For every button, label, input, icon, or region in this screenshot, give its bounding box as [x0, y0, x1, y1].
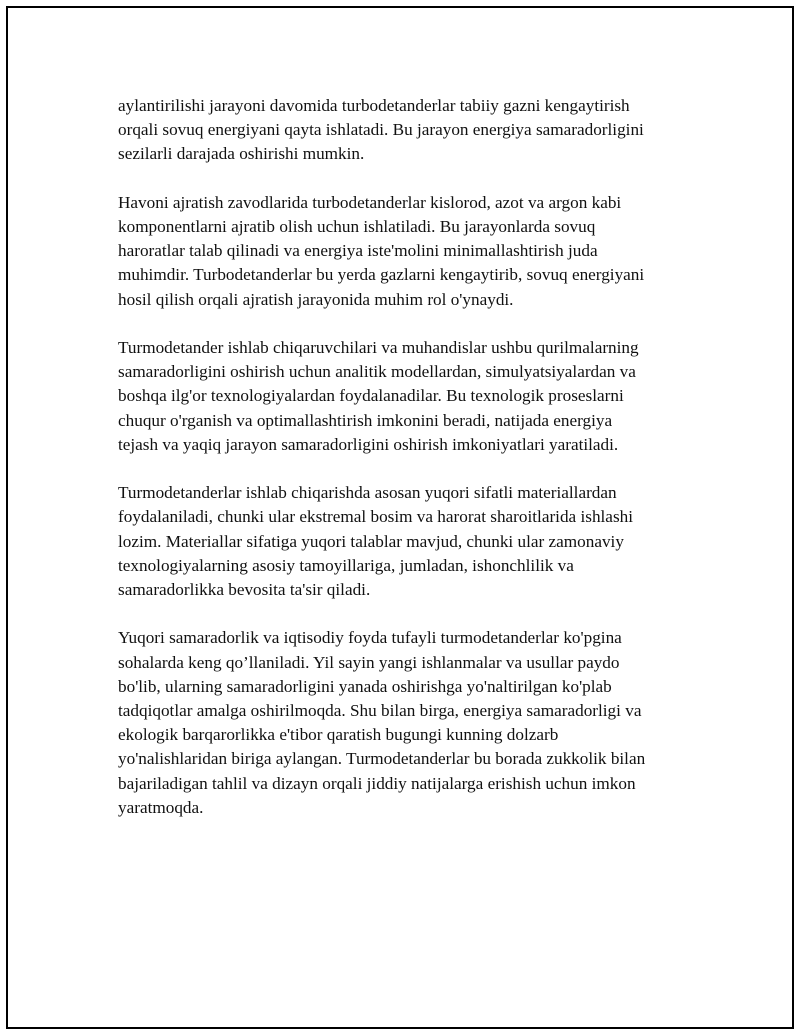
document-body	[118, 94, 698, 844]
paragraph-4: Turmodetanderlar ishlab chiqarishda asosan yuqori sifatli materiallardan foydalaniladi, chunki ular ekstremal bosim va harorat sharoitlarida ishlashi lozim. Materiallar sifatiga yuqori talablar mavjud, chunki ular zamonaviy texnologiyalarning asosiy tamoyillariga, jumladan, ishonchlilik va samaradorlikka bevosita ta'sir qiladi.	[118, 483, 633, 600]
paragraph-5: Yuqori samaradorlik va iqtisodiy foyda tufayli turmodetanderlar ko'pgina sohalarda keng qo’llaniladi. Yil sayin yangi ishlanmalar va usullar paydo bo'lib, ularning samaradorligini yanada oshirishga yo'naltirilgan ko'plab tadqiqotlar amalga oshirilmoqda. Shu bilan birga, energiya samaradorligi va ekologik barqarorlikka e'tibor qaratish bugungi kunning dolzarb yo'nalishlaridan biriga aylangan. Turmodetanderlar bu borada zukkolik bilan bajariladigan tahlil va dizayn orqali jiddiy natijalarga erishish uchun imkon yaratmoqda.	[118, 628, 646, 817]
paragraph-3: Turmodetander ishlab chiqaruvchilari va muhandislar ushbu qurilmalarning samaradorligini oshirish uchun analitik modellardan, simulyatsiyalardan va boshqa ilg'or texnologiyalardan foydalanadilar. Bu texnologik proseslarni chuqur o'rganish va optimallashtirish imkonini beradi, natijada energiya tejash va yaqiq jarayon samaradorligini oshirish imkoniyatlari yaratiladi.	[118, 338, 639, 454]
paragraph-2: Havoni ajratish zavodlarida turbodetanderlar kislorod, azot va argon kabi komponentlarni ajratib olish uchun ishlatiladi. Bu jarayonlarda sovuq haroratlar talab qilinadi va energiya iste'molini minimallashtirish juda muhimdir. Turbodetanderlar bu yerda gazlarni kengaytirib, sovuq energiyani hosil qilish orqali ajratish jarayonida muhim rol o'ynaydi.	[118, 192, 645, 309]
paragraph-1: aylantirilishi jarayoni davomida turbodetanderlar tabiiy gazni kengaytirish orqali sovuq energiyani qayta ishlatadi. Bu jarayon energiya samaradorligini sezilarli darajada oshirishi mumkin.	[118, 96, 644, 164]
